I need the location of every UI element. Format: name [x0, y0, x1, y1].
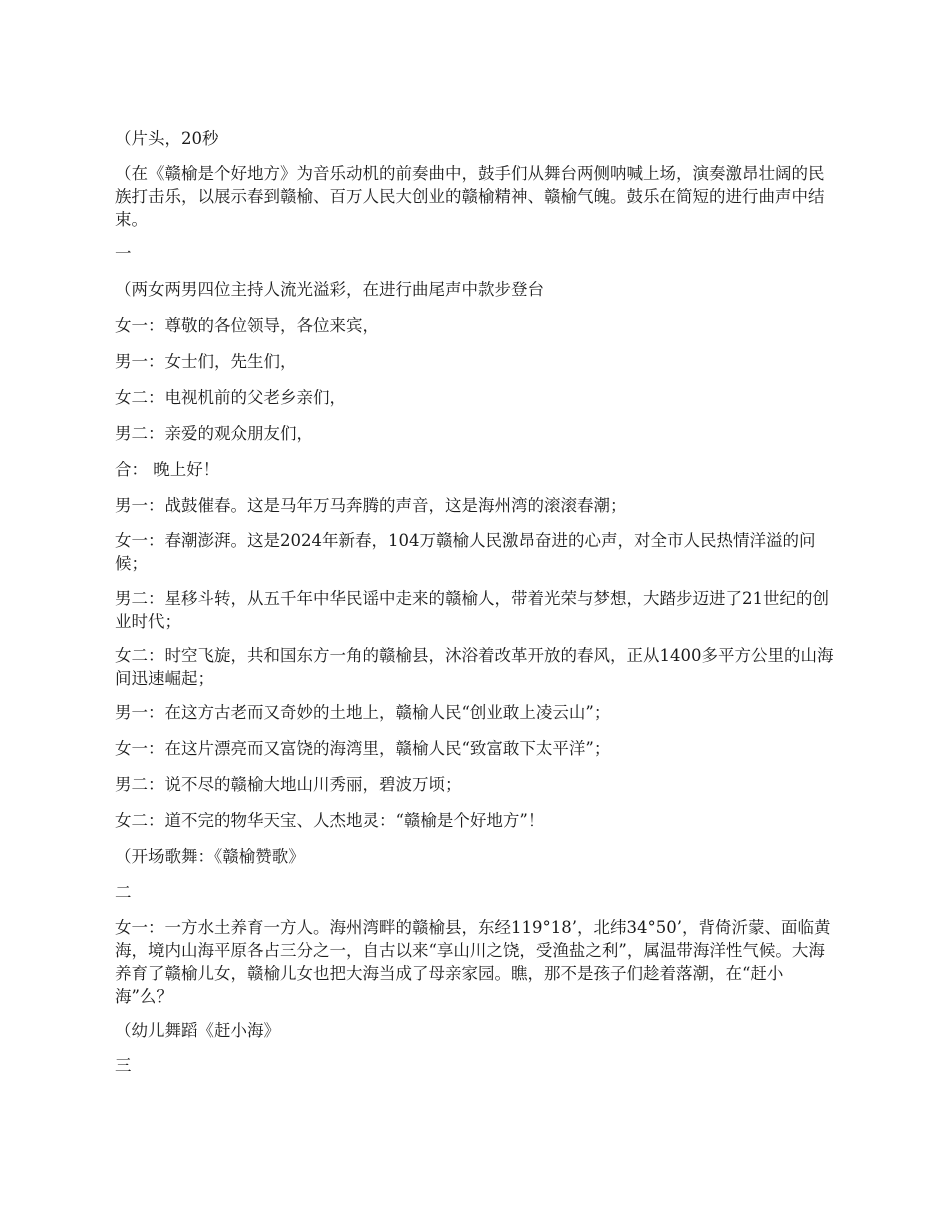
dialogue-line: 男一：在这方古老而又奇妙的土地上，赣榆人民“创业敢上凌云山”； — [115, 703, 611, 722]
dialogue-line: 男二：星移斗转，从五千年中华民谣中走来的赣榆人，带着光荣与梦想，大踏步迈进了21世纪的创业时代； — [115, 589, 829, 631]
section-heading-3: 三 — [115, 1056, 132, 1075]
dialogue-line: 女二：道不完的物华天宝、人杰地灵：“赣榆是个好地方”！ — [115, 811, 545, 830]
paragraph-prelude-description: （在《赣榆是个好地方》为音乐动机的前奏曲中，鼓手们从舞台两侧呐喊上场，演奏激昂壮阔的民族打击乐，以展示春到赣榆、百万人民大创业的赣榆精神、赣榆气魄。鼓乐在简短的进行曲声中结束。 — [115, 164, 825, 229]
dialogue-line: 男一：女士们，先生们， — [115, 352, 297, 371]
dialogue-line: 女一：尊敬的各位领导，各位来宾， — [115, 316, 379, 335]
dialogue-line: 女二：时空飞旋，共和国东方一角的赣榆县，沐浴着改革开放的春风，正从1400多平方公里的山海间迅速崛起； — [115, 646, 834, 688]
dialogue-line: 女一：一方水土养育一方人。海州湾畔的赣榆县，东经119°18’，北纬34°50’，背倚沂蒙、面临黄海，境内山海平原各占三分之一，自古以来“享山川之饶，受渔盐之利”，属温带海洋性气候。大海养育了赣榆儿女，赣榆儿女也把大海当成了母亲家园。瞧，那不是孩子们趁着落潮，在“赶小海”么？ — [115, 918, 831, 1006]
dialogue-line: 女一：在这片漂亮而又富饶的海湾里，赣榆人民“致富敢下太平洋”； — [115, 739, 611, 758]
dialogue-line: 合： 晚上好！ — [115, 460, 220, 479]
paragraph-program-note: （幼儿舞蹈《赶小海》 — [115, 1021, 280, 1040]
dialogue-line: 男二：说不尽的赣榆大地山川秀丽，碧波万顷； — [115, 775, 462, 794]
dialogue-line: 男二：亲爱的观众朋友们， — [115, 424, 313, 443]
paragraph-opening-note: （片头，20秒 — [115, 129, 219, 148]
section-heading-1: 一 — [115, 244, 132, 263]
dialogue-line: 女二：电视机前的父老乡亲们， — [115, 388, 346, 407]
paragraph-program-note: （开场歌舞：《赣榆赞歌》 — [115, 847, 305, 866]
dialogue-line: 男一：战鼓催春。这是马年万马奔腾的声音，这是海州湾的滚滚春潮； — [115, 496, 627, 515]
section-heading-2: 二 — [115, 883, 132, 902]
paragraph-stage-direction: （两女两男四位主持人流光溢彩，在进行曲尾声中款步登台 — [115, 280, 544, 299]
dialogue-line: 女一：春潮澎湃。这是2024年新春，104万赣榆人民激昂奋进的心声，对全市人民热情洋溢的问候； — [115, 531, 816, 573]
